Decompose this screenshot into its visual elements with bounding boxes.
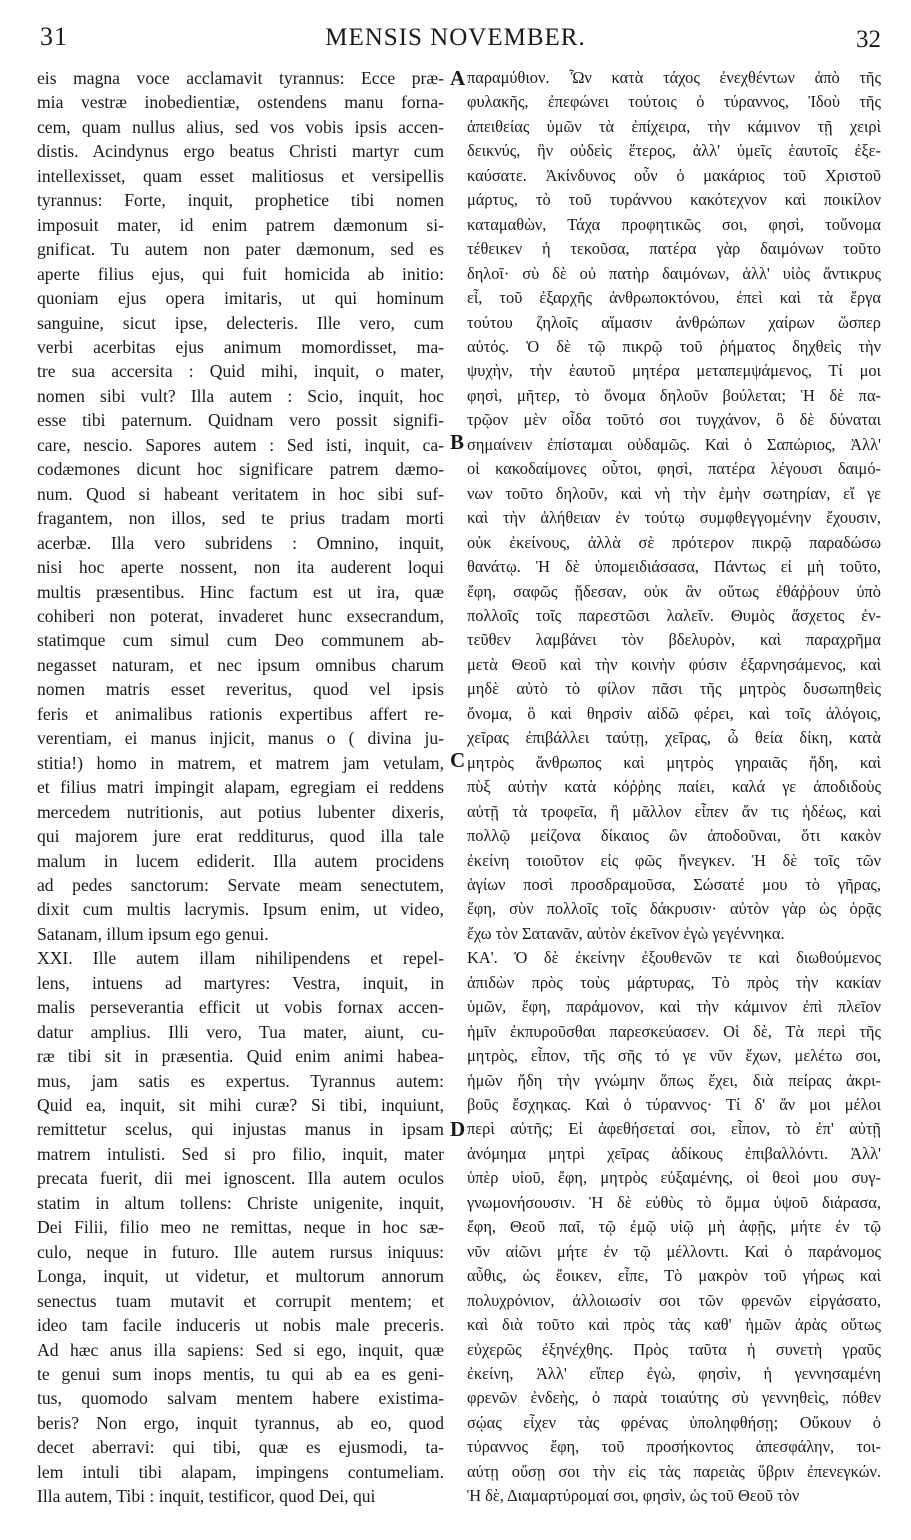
latin-text-line: matrem intulisti. Sed si pro filio, inquit, mater xyxy=(37,1143,444,1164)
latin-text-line: XXI. Ille autem illam nihilipendens et repel- xyxy=(37,948,444,969)
latin-text-line: cem, quam nullus alius, sed vos vobis ipsis accen- xyxy=(37,116,444,137)
greek-text-line: ὄνομα, ὃ καὶ θηρσὶν αἰδῶ φέρει, καὶ τοῖς ἀλόγοις, xyxy=(467,703,881,723)
latin-text-line: sanguine, sicut ipse, delecteris. Ille vero, cum xyxy=(37,312,444,333)
latin-text-line: ad pedes sanctorum: Servate meam senectutem, xyxy=(37,874,444,895)
latin-text-line: distis. Acindynus ergo beatus Christi martyr cum xyxy=(37,141,444,162)
greek-text-line: χεῖρας ἐπιβάλλει ταύτῃ, χεῖρας, ὦ θεία δίκη, κατὰ xyxy=(467,728,881,748)
latin-text-line: nomen sibi vult? Illa autem : Scio, inquit, hoc xyxy=(37,385,444,406)
greek-text-line: αύτῃ οὔσῃ σοι τὴν εἰς τὰς παρειὰς ὕβριν ἐπενεγκών. xyxy=(467,1461,881,1481)
greek-text-line: οἱ κακοδαίμονες οὗτοι, φησὶ, πατέρα λέγουσι δαιμό- xyxy=(467,459,881,479)
margin-marker-b: B xyxy=(450,430,465,454)
greek-text-line: αὐτῇ τὰ τροφεῖα, ἢ μᾶλλον εἶπεν ἄν τις ἡδέως, καὶ xyxy=(467,801,881,821)
latin-text-line: decet aberravi: qui tibi, quæ es ejusmodi, ta- xyxy=(37,1437,444,1458)
latin-text-line: Dei Filii, filio meo ne remittas, neque in hoc sæ- xyxy=(37,1217,444,1238)
latin-text-line: verbi acerbitas ejus animum momordisset, ma- xyxy=(37,336,444,357)
latin-text-line: intellexisset, quam esset malitiosus et versipellis xyxy=(37,165,444,186)
latin-text-line: multis præsentibus. Hinc factum est ut ira, quæ xyxy=(37,581,444,602)
latin-text-line: Satanam, illum ipsum ego genui. xyxy=(37,923,269,944)
latin-text-line: feris et animalibus rationis expertibus affert re- xyxy=(37,703,444,724)
greek-text-line: ἔχω τὸν Σατανᾶν, αὐτὸν ἐκεῖνον ἐγὼ γεγέννηκα. xyxy=(467,923,785,943)
page-number-left: 31 xyxy=(40,22,68,51)
greek-text-line: ἐκείνη, Ἀλλ' εἴπερ ἐγὼ, φησὶν, ἡ γεννησαμένη xyxy=(467,1364,881,1384)
greek-text-line: ἡμῶν ἤδη τὴν γνώμην ὅπως ἔχει, διὰ πείρας ἀκρι- xyxy=(467,1070,881,1090)
greek-text-line: καὶ τὴν ἀλήθειαν ἐν τούτῳ συμφθεγγομένην ἔχουσιν, xyxy=(467,508,881,528)
latin-text-line: Illa autem, Tibi : inquit, testificor, quod Dei, qui xyxy=(37,1486,376,1507)
greek-text-line: αὐτός. Ὁ δὲ τῷ πικρῷ τοῦ ῥήματος δηχθεὶς τὴν xyxy=(467,336,881,356)
latin-text-line: negasset naturam, et nec ipsum omnibus charum xyxy=(37,654,444,675)
running-header xyxy=(0,20,911,62)
latin-text-line: qui majorem jure erat redditurus, quod illa tale xyxy=(37,826,444,847)
greek-text-line: εἶ, τοῦ ἐξαρχῆς ἀνθρωποκτόνου, ἐπεὶ καὶ τὰ ἔργα xyxy=(467,288,881,308)
latin-text-line: lens, intuens ad martyres: Vestra, inquit, in xyxy=(37,972,444,993)
greek-text-line: δεικνύς, ἣν οὐδεὶς ἕτερος, ἀλλ' ὑμεῖς ἑαυτοῖς ἐξε- xyxy=(467,141,881,161)
latin-text-line: Ad hæc anus illa sapiens: Sed si ego, inquit, quæ xyxy=(37,1339,444,1360)
latin-text-line: beris? Non ergo, inquit tyrannus, ab eo, quod xyxy=(37,1412,444,1433)
greek-text-line: οὐκ ἐκείνους, ἀλλὰ σὲ πρότερον πικρῷ παραδώσω xyxy=(467,532,881,552)
greek-column xyxy=(467,66,881,1530)
greek-text-line: καὶ διὰ τοῦτο καὶ πρὸς τὰς καθ' ἡμῶν ἀρὰς οὕτως xyxy=(467,1315,881,1335)
latin-text-line: care, nescio. Sapores autem : Sed isti, inquit, ca- xyxy=(37,434,444,455)
latin-text-line: statim in altum tollens: Christe unigenite, inquit, xyxy=(37,1192,444,1213)
greek-text-line: ὑπὲρ υἱοῦ, ἔφη, μητρὸς εὐξαμένης, οἱ θεοὶ μου συγ- xyxy=(467,1168,881,1188)
greek-text-line: παραμύθιον. Ὧν κατὰ τάχος ἐνεχθέντων ἀπὸ τῆς xyxy=(467,68,881,87)
latin-text-line: num. Quod si habeant veritatem in hoc sibi suf- xyxy=(37,483,444,504)
greek-text-line: ἀπειθείας ὑμῶν τὰ ἐπίχειρα, τὴν κάμινον τῇ χειρὶ xyxy=(467,116,881,136)
latin-text-line: stitia!) homo in matrem, et matrem jam vetulam, xyxy=(37,752,444,773)
greek-text-line: νῦν αἰῶνι μήτε ἐν τῷ μέλλοντι. Καὶ ὁ παράνομος xyxy=(467,1241,881,1261)
greek-text-line: φησὶ, μῆτερ, τὸ ὄνομα δηλοῦν βούλεται; Ἡ δὲ πα- xyxy=(467,385,881,405)
greek-text-line: τρῷον μὲν οἶδα τοῦτό σοι τυγχάνον, ὃ δὲ δύναται xyxy=(467,410,881,430)
latin-text-line: lem intuli tibi alapam, impingens contumeliam. xyxy=(37,1461,444,1482)
greek-text-line: μητρὸς ἄνθρωπος καὶ μητρὸς γηραιᾶς ἤδη, καὶ xyxy=(467,752,881,772)
greek-text-line: ἀνόμημα μητρὶ χεῖρας ἀδίκους ἐπιβαλλόντι. Ἀλλ' xyxy=(467,1143,881,1163)
latin-text-line: eis magna voce acclamavit tyrannus: Ecce præ- xyxy=(37,68,444,88)
latin-column xyxy=(37,66,444,1530)
greek-text-line: αὖθις, ὡς ἔοικεν, εἶπε, Τὸ μακρὸν τοῦ γήρως καὶ xyxy=(467,1266,881,1286)
latin-text-line: Quid ea, inquit, sit mihi curæ? Si tibi, inquiunt, xyxy=(37,1095,444,1116)
latin-text-line: precata fuerit, dii mei ignoscent. Illa autem oculos xyxy=(37,1168,444,1189)
latin-text-line: ideo tam facile induceris ut nobis male preceris. xyxy=(37,1315,444,1336)
greek-text-line: μηδὲ αὐτὸ τὸ φίλον πᾶσι τῆς μητρὸς δυσωπηθεὶς xyxy=(467,679,881,699)
latin-text-line: Longa, inquit, ut videtur, et multorum annorum xyxy=(37,1266,444,1287)
margin-marker-c: C xyxy=(450,748,466,772)
greek-text-line: πὺξ αὐτὴν κατὰ κόῤῥης παίει, καλά γε ἀποδιδοὺς xyxy=(467,777,881,797)
latin-text-line: et filius matri impingit alapam, egregiam ei reddens xyxy=(37,777,444,798)
greek-text-line: Ἡ δὲ, Διαμαρτύρομαί σοι, φησὶν, ὡς τοῦ Θεοῦ τὸν xyxy=(467,1486,800,1506)
greek-text-line: ΚΑ'. Ὁ δὲ ἐκείνην ἐξουθενῶν τε καὶ διωθούμενος xyxy=(467,948,881,968)
latin-text-line: esse tibi paternum. Quidnam vero possit signifi- xyxy=(37,410,444,431)
latin-text-line: culo, neque in futuro. Ille autem rursus iniquus: xyxy=(37,1241,444,1262)
latin-text-line: verentiam, ei manus injicit, manus o ( divina ju- xyxy=(37,728,444,749)
greek-text-line: τεῦθεν λαμβάνει τὸν βδελυρὸν, καὶ παραχρῆμα xyxy=(467,630,881,650)
latin-text-line: malum in lucem ediderit. Illa autem procidens xyxy=(37,850,444,871)
greek-text-line: ἀπιδὼν πρὸς τοὺς μάρτυρας, Τὸ πρὸς τὴν κακίαν xyxy=(467,972,881,992)
latin-text-line: tre sua accersita : Quid mihi, inquit, o mater, xyxy=(37,361,444,382)
latin-text-line: gnificat. Tu autem non pater dæmonum, sed es xyxy=(37,239,444,260)
greek-text-line: φυλακῆς, ἐπεφώνει τούτοις ὁ τύραννος, Ἰδοὺ τῆς xyxy=(467,92,881,112)
latin-text-line: tyrannus: Forte, inquit, prophetice tibi nomen xyxy=(37,190,444,211)
greek-text-line: μάρτυς, τὸ τοῦ τυράννου κακότεχνον καὶ ποικίλον xyxy=(467,190,881,210)
greek-text-line: τύραννος ἔφη, τοῦ προσήκοντος ἀπεσφάλην, τοι- xyxy=(467,1437,881,1457)
latin-text-line: quoniam ejus opera imitaris, ut qui hominum xyxy=(37,288,444,309)
margin-marker-a: A xyxy=(450,66,466,90)
latin-text-line: codæmones dicunt hoc significare patrem dæmo- xyxy=(37,459,444,480)
greek-text-line: σῴας εἶχεν τὰς φρένας ὑποληφθήσῃ; Οὔκουν ὁ xyxy=(467,1412,881,1432)
greek-text-line: τούτου ζηλοῖς αἵμασιν ἀνθρώπων χαίρων ὥσπερ xyxy=(467,312,881,332)
greek-text-line: πολυχρόνιον, ἀλλοιωσίν σοι τῶν φρενῶν εἰργάσατο, xyxy=(467,1290,881,1310)
greek-text-line: θανάτῳ. Ἡ δὲ ὑπομειδιάσασα, Πάντως εἰ μὴ τοῦτο, xyxy=(467,557,881,577)
greek-text-line: ἔφη, σαφῶς ᾔδεσαν, οὐκ ἂν οὕτως ἐθάῤῥουν ὑπὸ xyxy=(467,581,881,601)
running-title: MENSIS NOVEMBER. xyxy=(325,24,586,51)
latin-text-line: fragantem, non illos, sed te prius tradam morti xyxy=(37,508,444,529)
greek-text-line: περὶ αὐτῆς; Εἰ ἀφεθήσεταί σοι, εἶπον, τὸ ἐπ' αὐτῇ xyxy=(467,1119,881,1139)
latin-text-line: ræ tibi sit in præsentia. Quid enim animi habea- xyxy=(37,1046,444,1067)
greek-text-line: ἁγίων ποσὶ προσδραμοῦσα, Σώσατέ μου τὸ γῆρας, xyxy=(467,874,881,894)
greek-text-line: φρενῶν ἐνδεὴς, ὁ παρὰ τοιαύτης σὺ γεννηθεὶς, πόθεν xyxy=(467,1388,881,1408)
greek-text-line: καταμαθὼν, Τάχα προφητικῶς σοι, φησὶ, τοὔνομα xyxy=(467,214,881,234)
greek-text-line: πολλοῖς τοῖς παρεστῶσι λαλεῖν. Θυμὸς ἄσχετος ἐν- xyxy=(467,605,881,625)
greek-text-line: γνωμονήσουσιν. Ἡ δὲ εὐθὺς τὸ ὄμμα ὑψοῦ διάρασα, xyxy=(467,1192,881,1212)
greek-text-line: καύσατε. Ἀκίνδυνος οὖν ὁ μακάριος τοῦ Χριστοῦ xyxy=(467,165,881,185)
latin-text-line: acerbæ. Illa vero subridens : Omnino, inquit, xyxy=(37,532,444,553)
latin-text-line: malis perseverantia efficit ut vobis fornax accen- xyxy=(37,997,444,1018)
greek-text-line: ἔφη, σὺν πολλοῖς τοῖς δάκρυσιν· αὐτὸν γὰρ ὡς ὁρᾷς xyxy=(467,899,881,919)
greek-text-line: νων τοῦτο δηλοῦν, καὶ νὴ τὴν ἐμὴν σωτηρίαν, εἴ γε xyxy=(467,483,881,503)
greek-text-line: ψυχὴν, τὴν ἑαυτοῦ μητέρα μεταπεμψάμενος, Τί μοι xyxy=(467,361,881,381)
greek-text-line: ὑμῶν, ἔφη, παράμονον, καὶ τὴν κάμινον ἐπὶ πλεῖον xyxy=(467,997,881,1017)
latin-text-line: senectus tuam mutavit et corrupit mentem; et xyxy=(37,1290,444,1311)
latin-text-line: te genui sum inops mentis, tu qui ab ea es geni- xyxy=(37,1364,444,1385)
latin-text-line: dixit cum multis lacrymis. Ipsum enim, ut video, xyxy=(37,899,444,920)
greek-text-line: βοῦς ἔσχηκας. Καὶ ὁ τύραννος· Τί δ' ἄν μοι μέλοι xyxy=(467,1095,881,1115)
greek-text-line: μετὰ Θεοῦ καὶ τὴν κοινὴν φύσιν ἐξαρνησάμενος, καὶ xyxy=(467,654,881,674)
page-number-right: 32 xyxy=(856,26,881,53)
latin-text-line: aperte filius ejus, qui fuit homicida ab initio: xyxy=(37,263,444,284)
greek-text-line: τέθεικεν ἡ τεκοῦσα, πατέρα γὰρ δαιμόνων τοῦτο xyxy=(467,239,881,259)
latin-text-line: cohiberi non poterat, invaderet hunc exsecrandum, xyxy=(37,605,444,626)
greek-text-line: εὐχερῶς ἐξηνέχθης. Πρὸς ταῦτα ἡ συνετὴ γραῦς xyxy=(467,1339,881,1359)
latin-text-line: nomen matris esset reveritus, quod vel ipsis xyxy=(37,679,444,700)
greek-text-line: ἐκείνη τοιοῦτον εἰς φῶς ἤνεγκεν. Ἡ δὲ τοῖς τῶν xyxy=(467,850,881,870)
greek-text-line: μητρὸς, εἶπον, τῆς σῆς τό γε νῦν ἔχων, μελέτω σοι, xyxy=(467,1046,881,1066)
greek-text-line: ἡμῖν ἐκπυροῦσθαι παρεσκεύασεν. Οἱ δὲ, Τὰ περὶ τῆς xyxy=(467,1021,881,1041)
greek-text-line: σημαίνειν ἐπίσταμαι οὐδαμῶς. Καὶ ὁ Σαπώριος, Ἀλλ' xyxy=(467,434,881,454)
greek-text-line: δηλοῖ· σὺ δὲ οὐ πατὴρ δαιμόνων, ἀλλ' υἱὸς ἄντικρυς xyxy=(467,263,881,283)
latin-text-line: tus, quomodo salvam mentem habere existima- xyxy=(37,1388,444,1409)
latin-text-line: remittetur scelus, qui injustas manus in ipsam xyxy=(37,1119,444,1140)
latin-text-line: mia vestræ inobedientiæ, ostendens manu forna- xyxy=(37,92,444,113)
margin-marker-d: D xyxy=(450,1117,466,1141)
latin-text-line: imposuit mater, id enim patrem dæmonum si- xyxy=(37,214,444,235)
latin-text-line: mus, jam satis es expertus. Tyrannus autem: xyxy=(37,1070,444,1091)
latin-text-line: nisi hoc aperte nossent, non ita auderent loqui xyxy=(37,557,444,578)
latin-text-line: statimque cum simul cum Deo communem ab- xyxy=(37,630,444,651)
latin-text-line: mercedem nutritionis, aut potius lubenter dixeris, xyxy=(37,801,444,822)
greek-text-line: ἔφη, Θεοῦ παῖ, τῷ ἐμῷ υἱῷ μὴ ἀφῇς, μήτε ἐν τῷ xyxy=(467,1217,881,1237)
greek-text-line: πολλῷ μείζονα δίκαιος ὢν ἀποδοῦναι, ὅτι κακὸν xyxy=(467,826,881,846)
latin-text-line: datur amplius. Illi vero, Tua mater, aiunt, cu- xyxy=(37,1021,444,1042)
